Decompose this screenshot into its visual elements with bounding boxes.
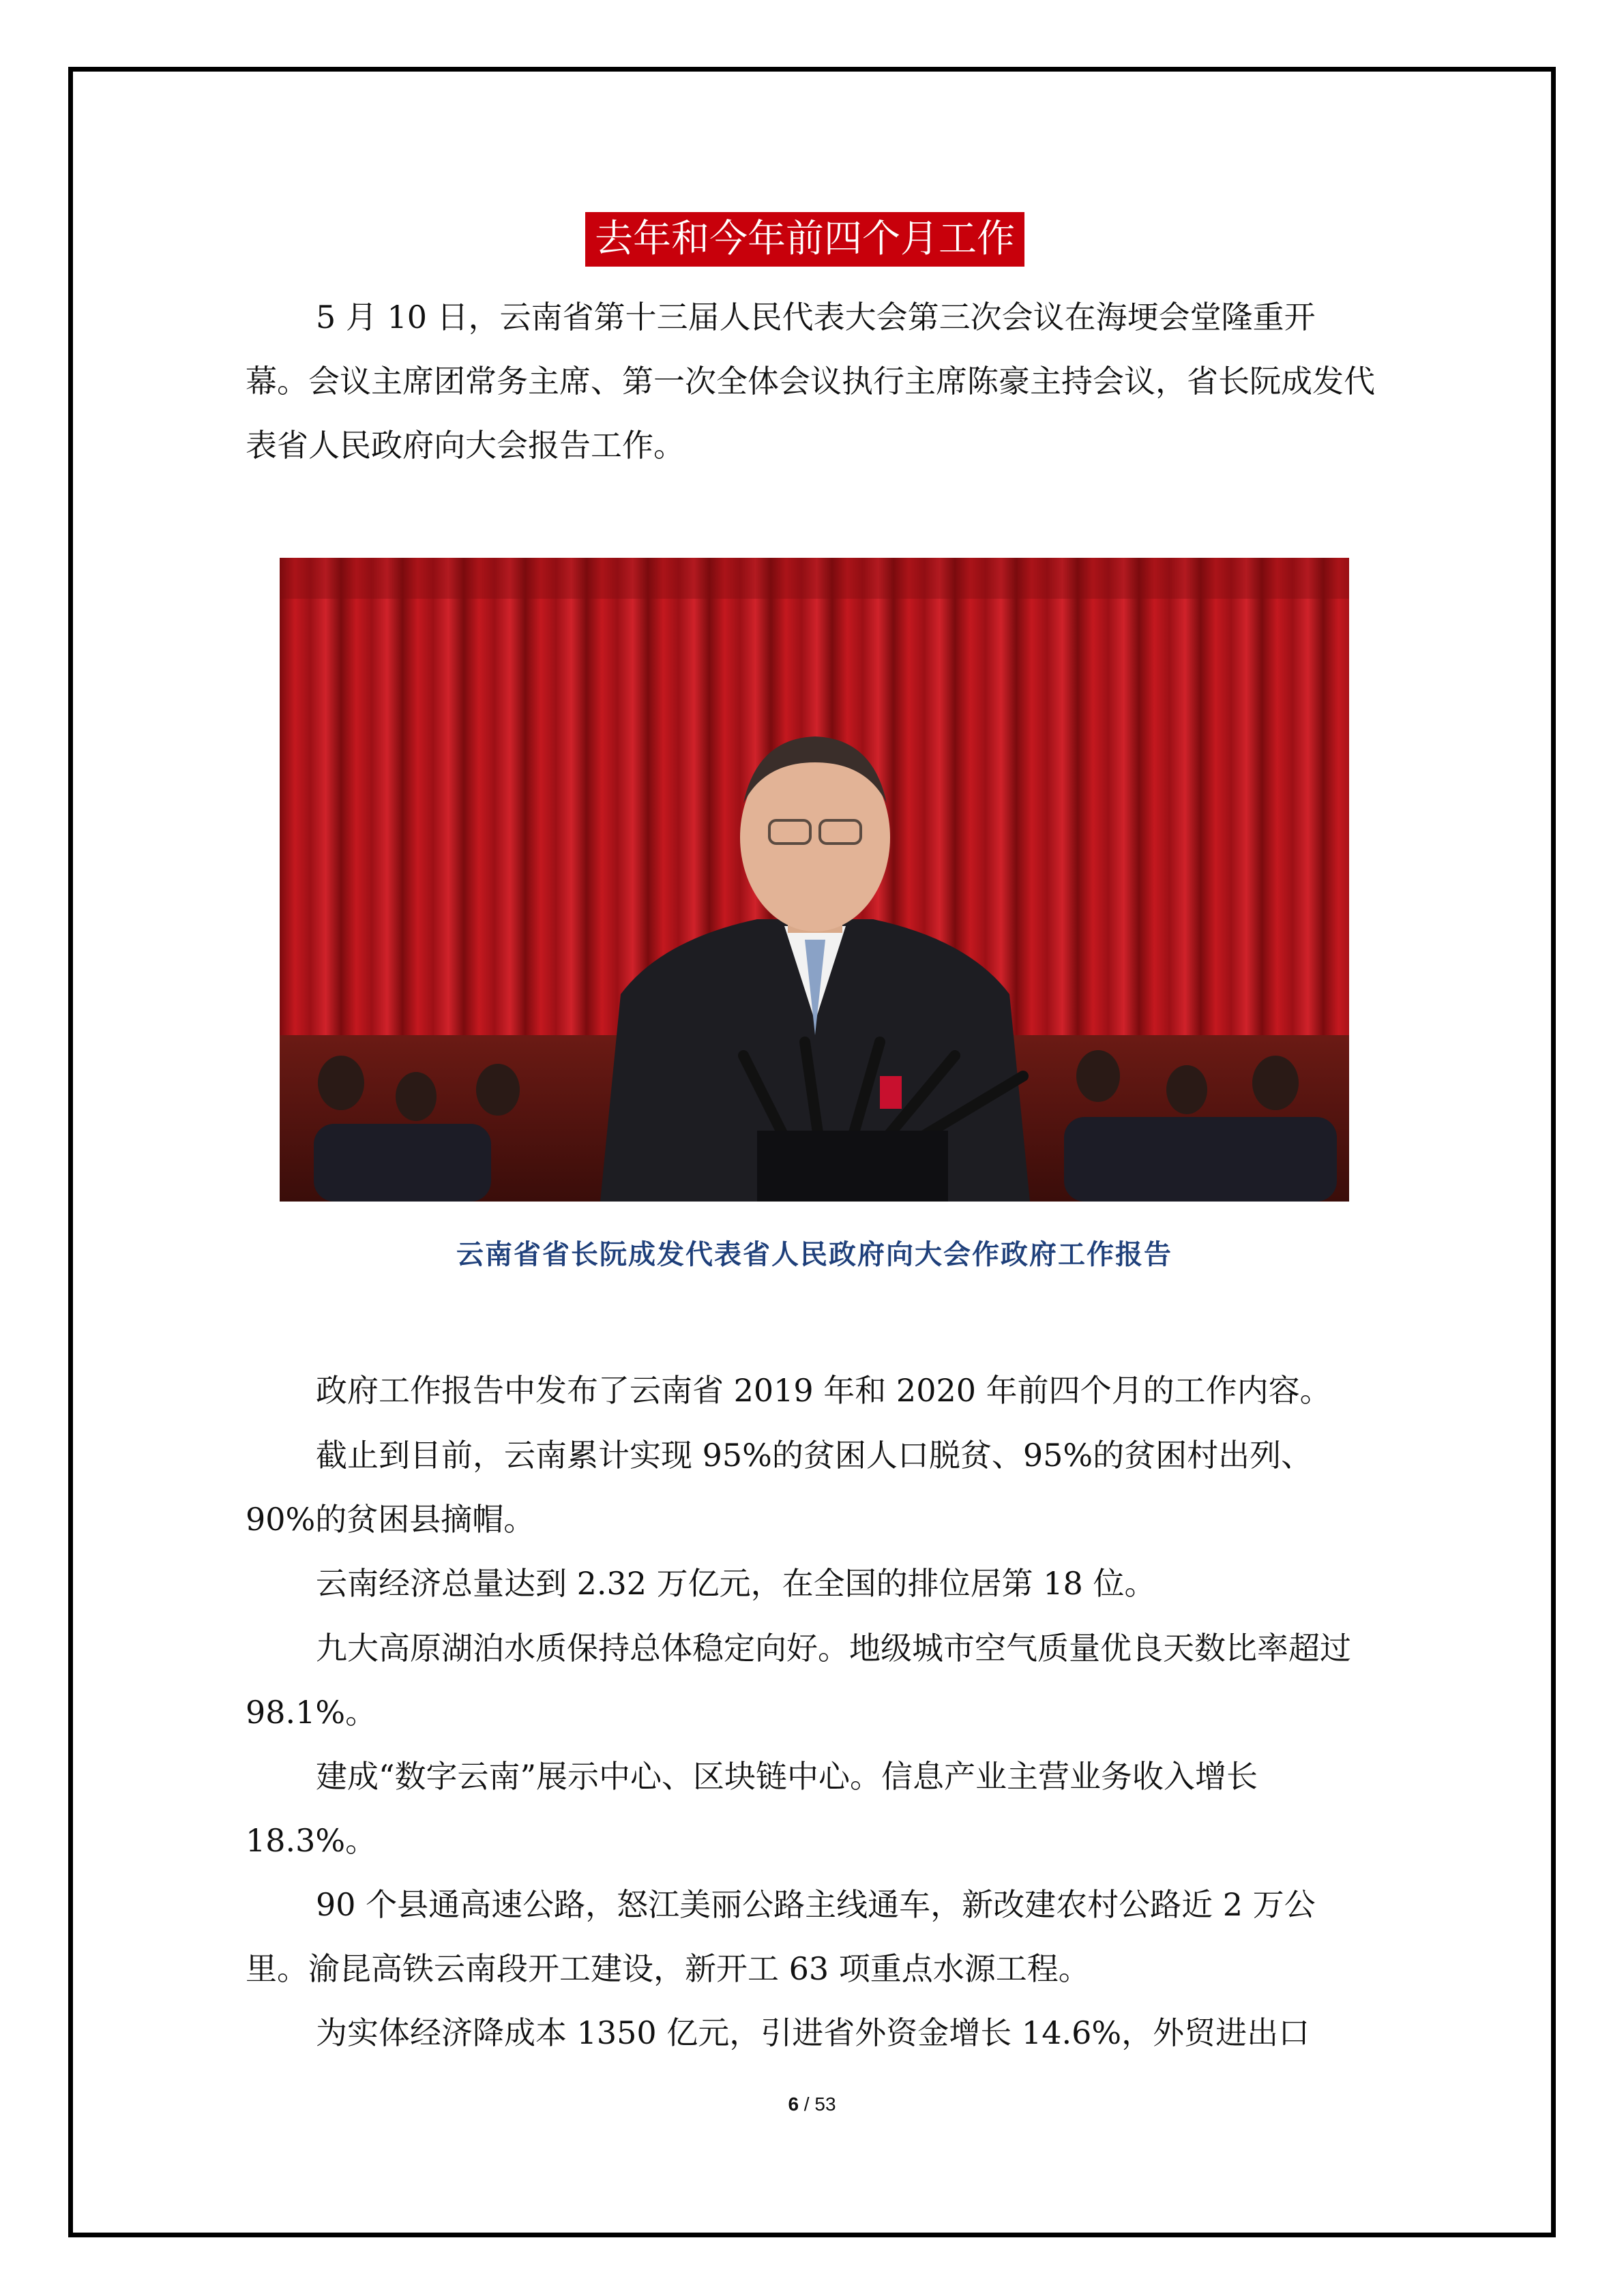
current-page: 6 <box>788 2093 799 2115</box>
page-number <box>0 2093 1624 2115</box>
paragraph-5: 建成“数字云南”展示中心、区块链中心。信息产业主营业务收入增长 18.3%。 <box>246 1758 1258 1859</box>
intro-paragraph: 5 月 10 日，云南省第十三届人民代表大会第三次会议在海埂会堂隆重开幕。会议主席团常务主席、第一次全体会议执行主席陈豪主持会议，省长阮成发代表省人民政府向大会报告工作。 <box>246 299 1375 464</box>
photo-illustration <box>280 558 1349 1202</box>
paragraph-1: 政府工作报告中发布了云南省 2019 年和 2020 年前四个月的工作内容。 <box>316 1372 1331 1409</box>
paragraph-4: 九大高原湖泊水质保持总体稳定向好。地级城市空气质量优良天数比率超过 98.1%。 <box>246 1630 1351 1731</box>
total-pages: 53 <box>814 2093 836 2115</box>
paragraph-3: 云南经济总量达到 2.32 万亿元，在全国的排位居第 18 位。 <box>316 1565 1156 1602</box>
section-title: 去年和今年前四个月工作 <box>585 212 1024 267</box>
photo-caption: 云南省省长阮成发代表省人民政府向大会作政府工作报告 <box>456 1238 1172 1270</box>
speaker-photo <box>280 558 1349 1202</box>
page-separator: / <box>799 2093 815 2115</box>
paragraph-7: 为实体经济降成本 1350 亿元，引进省外资金增长 14.6%，外贸进出口 <box>316 2014 1310 2051</box>
paragraph-6: 90 个县通高速公路，怒江美丽公路主线通车，新改建农村公路近 2 万公里。渝昆高铁云南段开工建设，新开工 63 项重点水源工程。 <box>246 1886 1316 1987</box>
paragraph-2: 截止到目前，云南累计实现 95%的贫困人口脱贫、95%的贫困村出列、90%的贫困县摘帽。 <box>246 1437 1313 1538</box>
